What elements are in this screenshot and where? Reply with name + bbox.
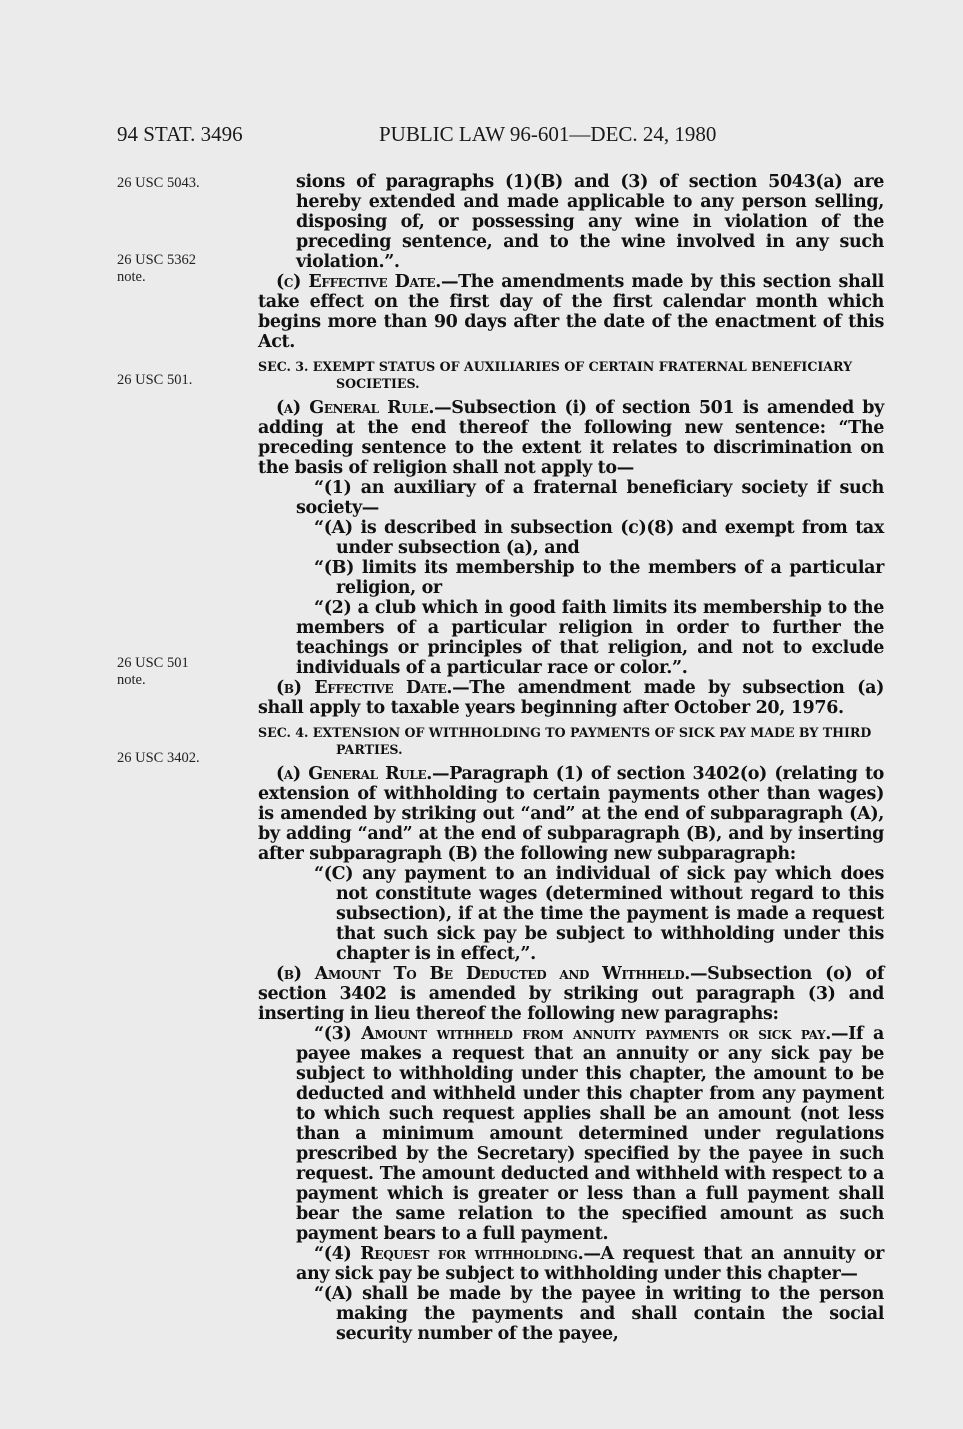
margin-note: 26 USC 5362 note. — [117, 252, 196, 285]
subparagraph-a: “(A) shall be made by the payee in writing to the person making the payments and shall contain the social security number of the payee, — [314, 1284, 884, 1344]
subclause-a: “(A) is described in subsection (c)(8) and exempt from tax under subsection (a), and — [314, 518, 884, 558]
margin-note: 26 USC 501 note. — [117, 655, 189, 688]
paragraph-heading: (a) General Rule. — [276, 398, 435, 418]
margin-note: 26 USC 3402. — [117, 750, 200, 766]
margin-note: 26 USC 501. — [117, 372, 193, 388]
paragraph-text: —Subsection (o) of section 3402 is amended by striking out paragraph (3) and inserting in lieu thereof the following new paragraphs: — [258, 964, 884, 1024]
clause-2: “(2) a club which in good faith limits its membership to the members of a particular religion in order to further the teachings or principles of that religion, and not to exclude individuals of a particular race or color.”. — [296, 598, 884, 678]
margin-note: 26 USC 5043. — [117, 175, 200, 191]
paragraph-heading: (b) Amount To Be Deducted and Withheld. — [276, 964, 690, 984]
paragraph-3 — [258, 1024, 884, 1244]
paragraph-4 — [258, 1244, 884, 1284]
section-4-heading: SEC. 4. EXTENSION OF WITHHOLDING TO PAYMENTS OF SICK PAY MADE BY THIRD PARTIES. — [258, 725, 872, 757]
paragraph-continuation: sions of paragraphs (1)(B) and (3) of section 5043(a) are hereby extended and made applicable to any person selling, disposing of, or possessing any wine in violation of the preceding sentence, and to the wine involved in any such violation.”. — [296, 172, 884, 272]
stat-page-number: 94 STAT. 3496 — [117, 122, 243, 146]
paragraph-amount-withheld — [258, 964, 884, 1024]
paragraph-effective-date — [258, 272, 884, 352]
subparagraph-c: “(C) any payment to an individual of sick pay which does not constitute wages (determined without regard to this subsection), if at the time the payment is made a request that such sick pay be subject to withholding under this chapter is in effect,”. — [314, 864, 884, 964]
paragraph-heading: (c) Effective Date. — [276, 272, 441, 292]
paragraph-text: —Subsection (i) of section 501 is amended by adding at the end thereof the following new sentence: “The preceding sentence to the extent it relates to discrimination on the basis of religion shall not apply to— — [258, 398, 884, 478]
paragraph-text: —If a payee makes a request that an annuity or any sick pay be subject to withholding under this chapter, the amount to be deducted and withheld under this chapter from any payment to which such request applies shall be an amount (not less than a minimum amount determined under regulations prescribed by the Secretary) specified by the payee in such request. The amount deducted and withheld with respect to a payment which is greater or less than a full payment shall bear the same relation to the specified amount as such payment bears to a full payment. — [296, 1024, 884, 1244]
paragraph-heading: “(3) Amount withheld from annuity payments or sick pay. — [314, 1024, 832, 1044]
subclause-b: “(B) limits its membership to the members of a particular religion, or — [314, 558, 884, 598]
paragraph-text: —Paragraph (1) of section 3402(o) (relating to extension of withholding to certain payments other than wages) is amended by striking out “and” at the end of subparagraph (A), by adding “and” at the end of subparagraph (B), and by inserting after subparagraph (B) the following new subparagraph: — [258, 764, 885, 864]
clause-1: “(1) an auxiliary of a fraternal beneficiary society if such society— — [296, 478, 884, 518]
paragraph-heading: (a) General Rule. — [276, 764, 433, 784]
paragraph-general-rule — [258, 764, 884, 864]
public-law-title: PUBLIC LAW 96-601—DEC. 24, 1980 — [379, 122, 717, 146]
section-3-heading: SEC. 3. EXEMPT STATUS OF AUXILIARIES OF CERTAIN FRATERNAL BENEFICIARY SOCIETIES. — [258, 359, 853, 391]
paragraph-heading: (b) Effective Date. — [276, 678, 453, 698]
paragraph-effective-date — [258, 678, 884, 718]
paragraph-text: —A request that an annuity or any sick pay be subject to withholding under this chapter— — [296, 1244, 884, 1284]
paragraph-general-rule — [258, 398, 884, 478]
document-body — [258, 172, 884, 1344]
paragraph-text: —The amendments made by this section shall take effect on the first day of the first calendar month which begins more than 90 days after the date of the enactment of this Act. — [258, 272, 884, 352]
paragraph-heading: “(4) Request for withholding. — [314, 1244, 584, 1264]
paragraph-text: —The amendment made by subsection (a) shall apply to taxable years beginning after October 20, 1976. — [258, 678, 884, 718]
